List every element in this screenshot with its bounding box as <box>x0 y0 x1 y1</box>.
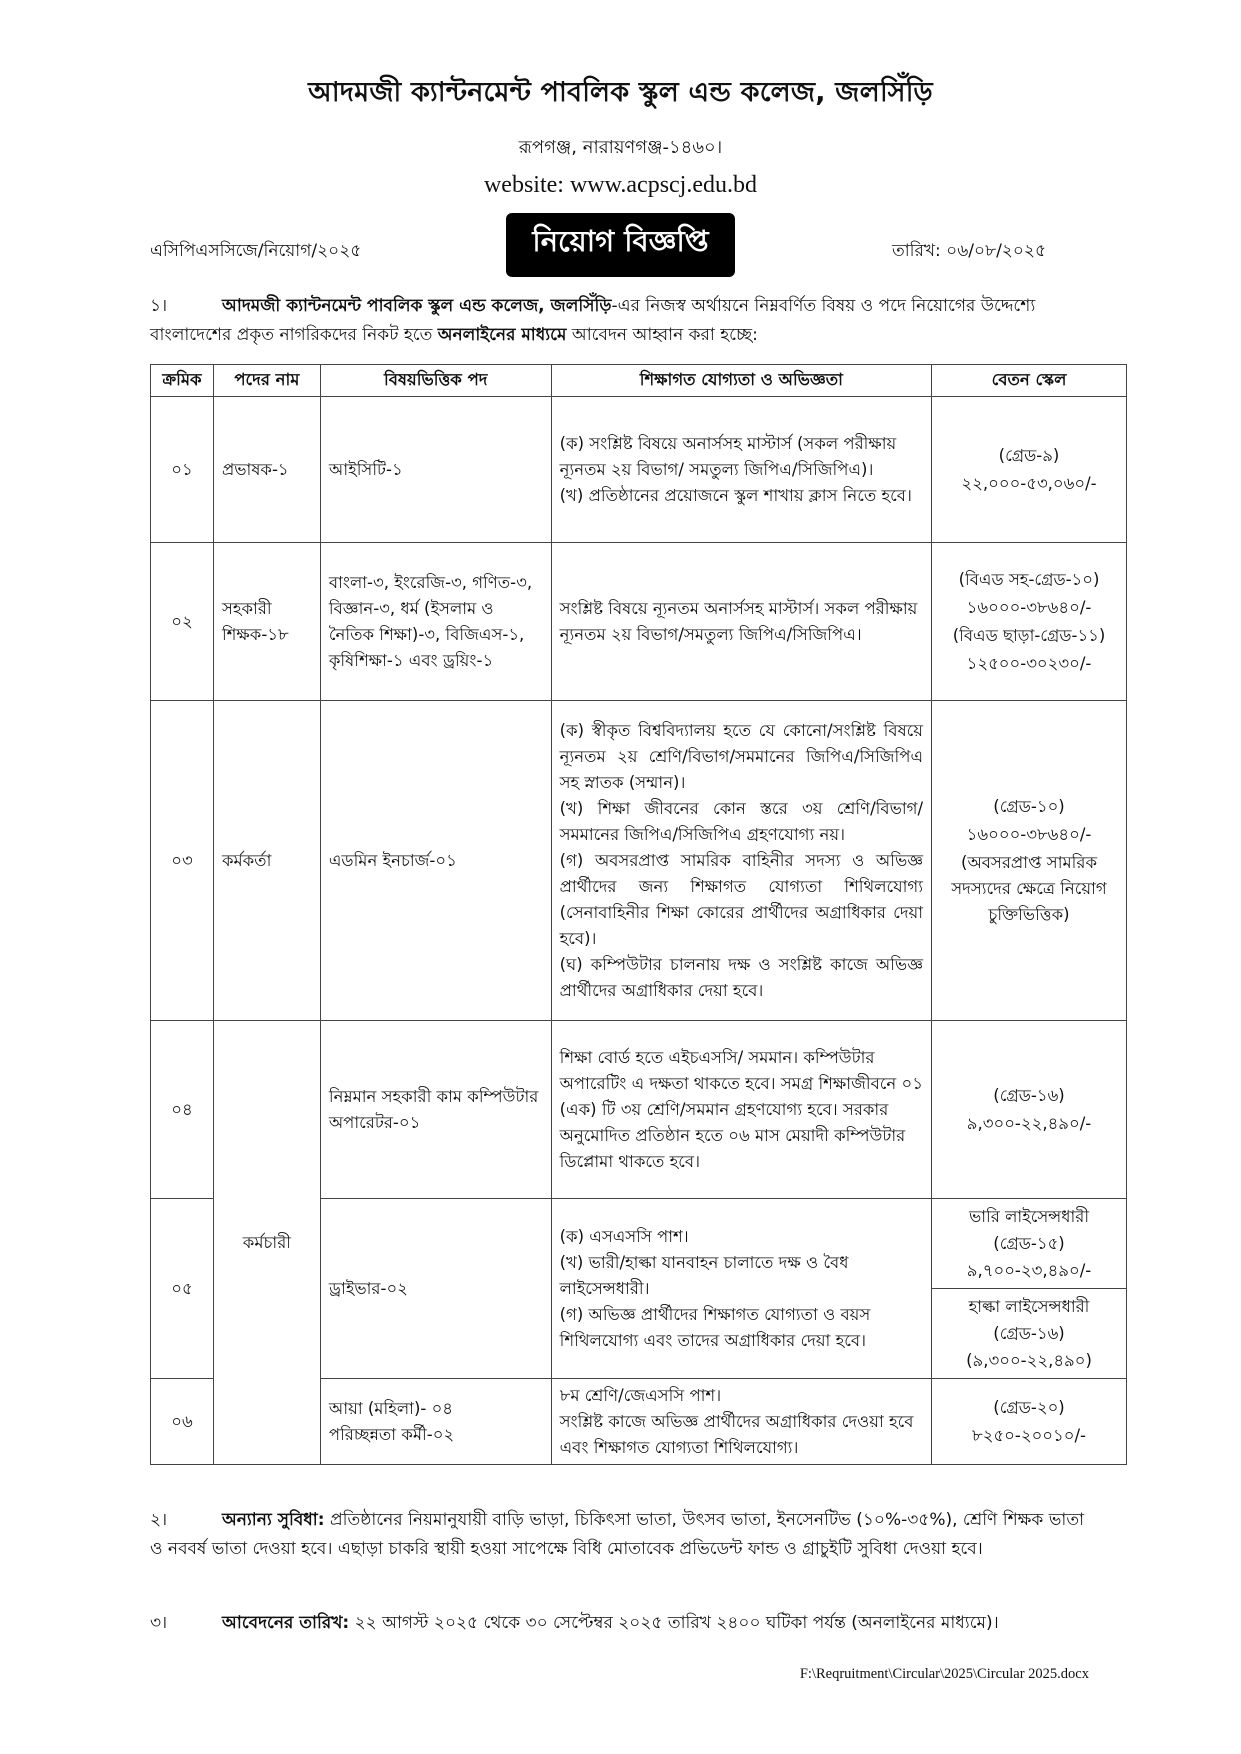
salary-category: হাল্কা লাইসেন্সধারী <box>968 1297 1090 1316</box>
salary-grade: (বিএড ছাড়া-গ্রেড-১১) <box>952 625 1106 645</box>
qualification-item: শিক্ষা বোর্ড হতে এইচএসসি/ সমমান। কম্পিউটার অপারেটিং এ দক্ষতা থাকতে হবে। সমগ্র শিক্ষাজীবনে ০১ (এক) টি ৩য় শ্রেণি/সমমান গ্রহণযোগ্য হবে। সরকার অনুমোদিত প্রতিষ্ঠান হতে ০৬ মাস মেয়াদী কম্পিউটার ডিপ্লোমা থাকতে হবে। <box>559 1047 923 1171</box>
salary-cell <box>932 1021 1127 1199</box>
salary-scale: ৮২৫০-২০০১০/- <box>972 1425 1086 1445</box>
column-header: ক্রমিক <box>151 365 214 397</box>
qualification-cell <box>551 1021 931 1199</box>
qualification-item: (গ) অভিজ্ঞ প্রার্থীদের শিক্ষাগত যোগ্যতা ও বয়স শিথিলযোগ্য এবং তাদের অগ্রাধিকার দেয়া হবে। <box>559 1304 871 1350</box>
salary-category: ভারি লাইসেন্সধারী <box>968 1207 1090 1226</box>
salary-cell <box>932 397 1127 543</box>
salary-scale: ১২৫০০-৩০২৩০/- <box>966 653 1092 673</box>
paragraph-text: প্রতিষ্ঠানের নিয়মানুযায়ী বাড়ি ভাড়া, চিকিৎসা ভাতা, উৎসব ভাতা, ইনসেনটিভ (১০%-৩৫%), শ্রেণি শিক্ষক ভাতা ও নববর্ষ ভাতা দেওয়া হবে। এছাড়া চাকরি স্থায়ী হওয়া সাপেক্ষে বিধি মোতাবেক প্রভিডেন্ট ফান্ড ও গ্রাচুইটি সুবিধা দেওয়া হবে। <box>150 1510 1085 1559</box>
serial-cell: ০৪ <box>151 1021 214 1199</box>
qualification-item: (গ) অবসরপ্রাপ্ত সামরিক বাহিনীর সদস্য ও অভিজ্ঞ প্রার্থীদের জন্য শিক্ষাগত যোগ্যতা শিথিলযোগ্য (সেনাবাহিনীর শিক্ষা কোরের প্রার্থীদের অগ্রাধিকার দেয়া হবে)। <box>559 850 924 948</box>
salary-grade: (গ্রেড-১৬) <box>993 1324 1065 1343</box>
column-header: বেতন স্কেল <box>932 365 1127 397</box>
salary-cell <box>932 701 1127 1021</box>
notice-date: তারিখ: ০৬/০৮/২০২৫ <box>891 241 1046 261</box>
serial-cell: ০৩ <box>151 701 214 1021</box>
paragraph-3 <box>150 1609 1090 1638</box>
subject-cell: এডমিন ইনচার্জ-০১ <box>320 701 551 1021</box>
subject-cell: নিম্নমান সহকারী কাম কম্পিউটার অপারেটর-০১ <box>320 1021 551 1199</box>
online-emphasis: অনলাইনের মাধ্যমে <box>437 325 567 345</box>
subject-item: আয়া (মহিলা)- ০৪ <box>328 1398 454 1418</box>
qualification-item: (ক) স্বীকৃত বিশ্ববিদ্যালয় হতে যে কোনো/সংশ্লিষ্ট বিষয়ে ন্যূনতম ২য় শ্রেণি/বিভাগ/সমমানের জিপিএ/সিজিপিএ সহ স্নাতক (সম্মান)। <box>559 720 924 792</box>
qualification-item: সংশ্লিষ্ট কাজে অভিজ্ঞ প্রার্থীদের অগ্রাধিকার দেওয়া হবে এবং শিক্ষাগত যোগ্যতা শিথিলযোগ্য। <box>559 1411 914 1457</box>
serial-cell: ০৬ <box>151 1379 214 1465</box>
serial-cell: ০১ <box>151 397 214 543</box>
salary-scale: (৯,৩০০-২২,৪৯০) <box>966 1351 1092 1370</box>
paragraph-text: ২২ আগস্ট ২০২৫ থেকে ৩০ সেপ্টেম্বর ২০২৫ তারিখ ২৪০০ ঘটিকা পর্যন্ত (অনলাইনের মাধ্যমে)। <box>349 1613 999 1633</box>
salary-grade: (বিএড সহ-গ্রেড-১০) <box>958 569 1100 589</box>
post-cell: প্রভাষক-১ <box>213 397 320 543</box>
institution-name-inline: আদমজী ক্যান্টনমেন্ট পাবলিক স্কুল এন্ড কলেজ, জলসিঁড়ি <box>222 296 612 316</box>
institution-website: website: www.acpscj.edu.bd <box>483 172 758 198</box>
salary-scale: ১৬০০০-৩৮৬৪০/- <box>966 597 1092 617</box>
post-cell: কর্মচারী <box>213 1021 320 1465</box>
paragraph-text: -এর নিজস্ব অর্থায়নে নিম্নবর্ণিত বিষয় ও পদে নিয়োগের উদ্দেশ্যে বাংলাদেশের প্রকৃত নাগরিকদের নিকট হতে <box>150 296 1036 345</box>
salary-scale: ১৬০০০-৩৮৬৪০/- <box>966 824 1092 844</box>
table-header-row <box>151 365 1127 397</box>
institution-name: আদমজী ক্যান্টনমেন্ট পাবলিক স্কুল এন্ড কলেজ, জলসিঁড়ি <box>308 77 933 108</box>
subject-cell: আইসিটি-১ <box>320 397 551 543</box>
qualification-cell <box>551 1199 931 1379</box>
qualification-item: (খ) ভারী/হাল্কা যানবাহন চালাতে দক্ষ ও বৈধ লাইসেন্সধারী। <box>559 1252 849 1298</box>
table-row <box>151 543 1127 701</box>
salary-grade: (গ্রেড-৯) <box>998 445 1060 465</box>
serial-cell: ০২ <box>151 543 214 701</box>
salary-scale: ২২,০০০-৫৩,০৬০/- <box>961 473 1097 493</box>
salary-grade: (গ্রেড-২০) <box>993 1397 1065 1417</box>
paragraph-2 <box>150 1506 1090 1564</box>
table-row <box>151 397 1127 543</box>
salary-grade: (গ্রেড-১৫) <box>993 1234 1065 1253</box>
paragraph-text: আবেদন আহ্বান করা হচ্ছে: <box>566 325 758 345</box>
salary-grade: (গ্রেড-১৬) <box>993 1085 1065 1105</box>
salary-cell <box>932 1199 1127 1379</box>
heavy-license-salary <box>932 1199 1126 1288</box>
qualification-item: (খ) শিক্ষা জীবনের কোন স্তরে ৩য় শ্রেণি/বিভাগ/ সমমানের জিপিএ/সিজিপিএ গ্রহণযোগ্য নয়। <box>559 798 924 844</box>
qualification-item: সংশ্লিষ্ট বিষয়ে ন্যূনতম অনার্সসহ মাস্টার্স। সকল পরীক্ষায় ন্যূনতম ২য় বিভাগ/সমতুল্য জিপিএ/সিজিপিএ। <box>559 598 918 644</box>
serial-cell: ০৫ <box>151 1199 214 1379</box>
qualification-item: (খ) প্রতিষ্ঠানের প্রয়োজনে স্কুল শাখায় ক্লাস নিতে হবে। <box>559 485 912 505</box>
memo-number: এসিপিএসসিজে/নিয়োগ/২০২৫ <box>150 241 362 261</box>
salary-scale: ৯,৩০০-২২,৪৯০/- <box>966 1113 1092 1133</box>
table-row <box>151 1021 1127 1199</box>
benefits-label: অন্যান্য সুবিধা: <box>222 1510 325 1530</box>
qualification-cell <box>551 543 931 701</box>
subject-cell <box>320 1379 551 1465</box>
subject-cell: ড্রাইভার-০২ <box>320 1199 551 1379</box>
application-date-label: আবেদনের তারিখ: <box>222 1613 350 1633</box>
qualification-item: (ক) সংশ্লিষ্ট বিষয়ে অনার্সসহ মাস্টার্স (সকল পরীক্ষায় ন্যূনতম ২য় বিভাগ/ সমতুল্য জিপিএ/সিজিপিএ)। <box>559 433 897 479</box>
paragraph-number: ২। <box>150 1510 168 1530</box>
institution-address: রূপগঞ্জ, নারায়ণগঞ্জ-১৪৬০। <box>518 137 723 158</box>
light-license-salary <box>932 1288 1126 1378</box>
paragraph-number: ১। <box>150 296 168 316</box>
column-header: শিক্ষাগত যোগ্যতা ও অভিজ্ঞতা <box>551 365 931 397</box>
subject-item: পরিচ্ছন্নতা কর্মী-০২ <box>328 1424 455 1444</box>
qualification-cell <box>551 397 931 543</box>
salary-grade: (গ্রেড-১০) <box>993 796 1065 816</box>
qualification-item: (ঘ) কম্পিউটার চালনায় দক্ষ ও সংশ্লিষ্ট কাজে অভিজ্ঞ প্রার্থীদের অগ্রাধিকার দেয়া হবে। <box>559 954 924 1000</box>
salary-cell <box>932 1379 1127 1465</box>
vacancy-table <box>150 364 1127 1465</box>
paragraph-number: ৩। <box>150 1613 168 1633</box>
salary-scale: ৯,৭০০-২৩,৪৯০/- <box>966 1261 1092 1280</box>
subject-cell: বাংলা-৩, ইংরেজি-৩, গণিত-৩, বিজ্ঞান-৩, ধর্ম (ইসলাম ও নৈতিক শিক্ষা)-৩, বিজিএস-১, কৃষিশিক্ষা-১ এবং ড্রয়িং-১ <box>320 543 551 701</box>
column-header: বিষয়ভিত্তিক পদ <box>320 365 551 397</box>
file-path: F:\Reqruitment\Circular\2025\Circular 2025.docx <box>799 1666 1089 1682</box>
notice-title: নিয়োগ বিজ্ঞপ্তি <box>506 213 734 277</box>
qualification-cell <box>551 701 931 1021</box>
table-row <box>151 701 1127 1021</box>
post-cell: কর্মকর্তা <box>213 701 320 1021</box>
qualification-cell <box>551 1379 931 1465</box>
salary-note: (অবসরপ্রাপ্ত সামরিক সদস্যদের ক্ষেত্রে নিয়োগ চুক্তিভিত্তিক) <box>951 852 1107 924</box>
salary-cell <box>932 543 1127 701</box>
paragraph-1 <box>150 292 1090 350</box>
qualification-item: ৮ম শ্রেণি/জেএসসি পাশ। <box>559 1385 722 1405</box>
reference-line <box>150 238 1046 266</box>
post-cell: সহকারী শিক্ষক-১৮ <box>213 543 320 701</box>
qualification-item: (ক) এসএসসি পাশ। <box>559 1226 689 1246</box>
column-header: পদের নাম <box>213 365 320 397</box>
